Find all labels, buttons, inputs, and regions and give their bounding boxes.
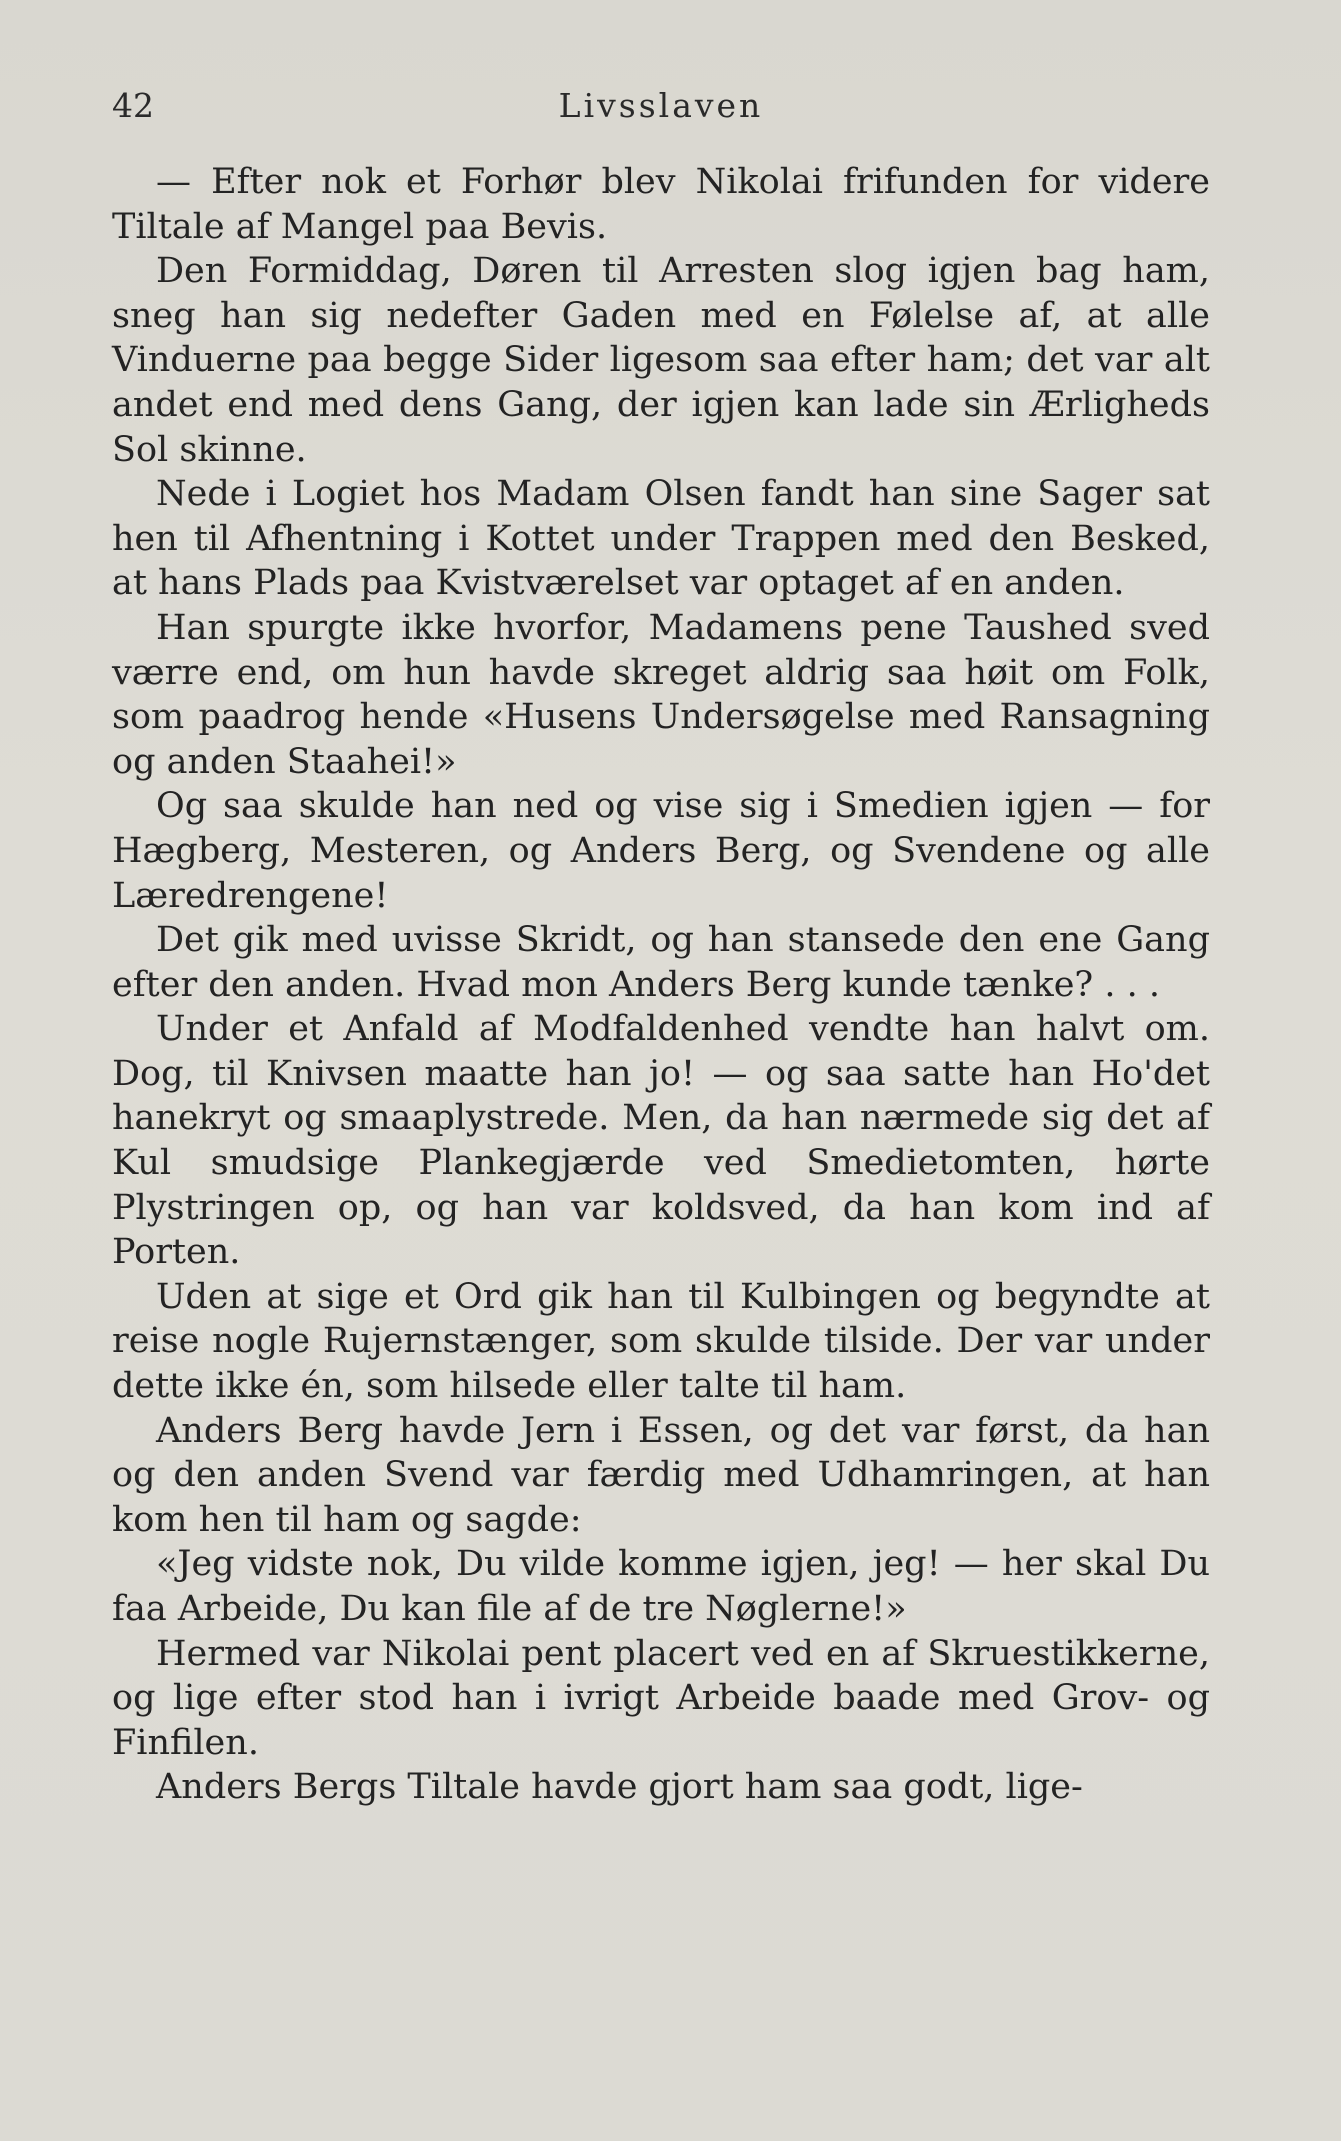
paragraph: — Efter nok et Forhør blev Nikolai frifunden for videre Tiltale af Mangel paa Bevis. [112, 162, 1210, 247]
paragraph: Hermed var Nikolai pent placert ved en af Skruestikkerne, og lige efter stod han i ivrigt Arbeide baade med Grov- og Finfilen. [112, 1633, 1210, 1763]
paragraph: Nede i Logiet hos Madam Olsen fandt han sine Sager sat hen til Afhentning i Kottet under Trappen med den Besked, at hans Plads paa Kvistværelset var optaget af en anden. [112, 474, 1210, 604]
paragraph: «Jeg vidste nok, Du vilde komme igjen, jeg! — her skal Du faa Arbeide, Du kan file af de tre Nøglerne!» [112, 1544, 1210, 1629]
page-header [112, 86, 1210, 132]
paragraph: Han spurgte ikke hvorfor, Madamens pene Taushed sved værre end, om hun havde skreget aldrig saa høit om Folk, som paadrog hende «Husens Undersøgelse med Ransagning og anden Staahei!» [112, 607, 1210, 782]
page-number: 42 [112, 86, 154, 125]
paragraph: Uden at sige et Ord gik han til Kulbingen og begyndte at reise nogle Rujernstænger, som skulde tilside. Der var under dette ikke én, som hilsede eller talte til ham. [112, 1276, 1210, 1407]
running-title: Livsslaven [558, 86, 764, 125]
paragraph: Anders Bergs Tiltale havde gjort ham saa godt, lige- [156, 1767, 1083, 1808]
paragraph: Anders Berg havde Jern i Essen, og det var først, da han og den anden Svend var færdig med Udhamringen, at han kom hen til ham og sagde: [112, 1410, 1210, 1540]
paragraph: Den Formiddag, Døren til Arresten slog igjen bag ham, sneg han sig nedefter Gaden med en Følelse af, at alle Vinduerne paa begge Sider ligesom saa efter ham; det var alt andet end med dens Gang, der igjen kan lade sin Ærligheds Sol skinne. [112, 251, 1210, 470]
paragraph: Under et Anfald af Modfaldenhed vendte han halvt om. Dog, til Knivsen maatte han jo! — og saa satte han Ho'det hanekryt og smaaplystrede. Men, da han nærmede sig det af Kul smudsige Plankegjærde ved Smedietomten, hørte Plystringen op, og han var koldsved, da han kom ind af Porten. [112, 1009, 1210, 1273]
body-text [112, 160, 1210, 1810]
paragraph: Det gik med uvisse Skridt, og han stansede den ene Gang efter den anden. Hvad mon Anders Berg kunde tænke? . . . [112, 920, 1210, 1005]
paragraph: Og saa skulde han ned og vise sig i Smedien igjen — for Hægberg, Mesteren, og Anders Berg, og Svendene og alle Læredrengene! [112, 786, 1210, 916]
